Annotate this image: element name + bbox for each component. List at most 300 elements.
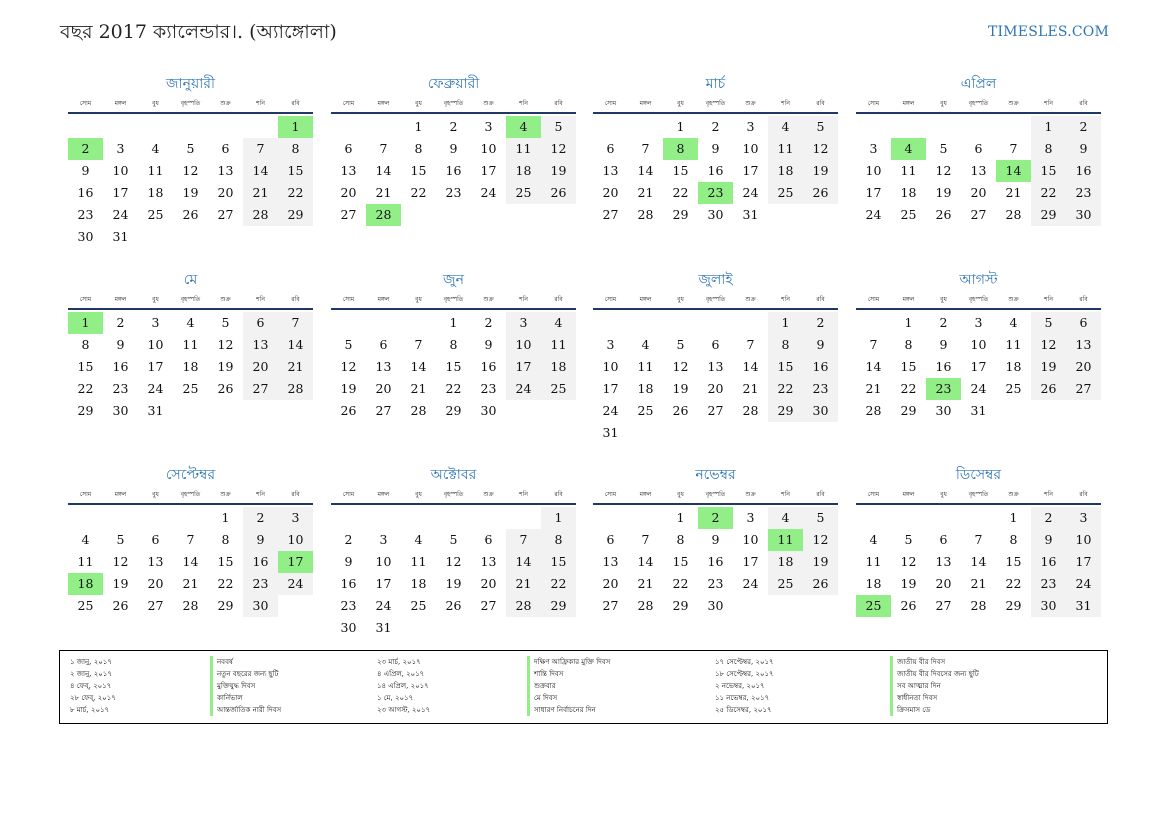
- day-cell: 31: [375, 620, 392, 635]
- day-cell: 28: [278, 378, 313, 400]
- weekday-label: শুক্র: [1008, 296, 1019, 303]
- weekday-header: [68, 489, 313, 505]
- day-cell: 6: [243, 312, 278, 334]
- day-cell: 26: [182, 207, 199, 222]
- day-cell: 14: [182, 554, 199, 569]
- day-cell: 1: [904, 315, 913, 330]
- legend-holiday-name: নববর্ষ: [210, 656, 281, 668]
- day-cell: 30: [340, 620, 357, 635]
- day-cell: 14: [506, 551, 541, 573]
- day-cell: 5: [904, 532, 913, 547]
- weekday-label: বৃহস্পতি: [968, 491, 989, 498]
- day-cell: 31: [742, 207, 759, 222]
- day-grid: [68, 116, 313, 248]
- legend-date: ১১ নভেম্বর, ২০১৭: [715, 694, 770, 702]
- day-cell: 23: [340, 598, 357, 613]
- day-cell: 13: [147, 554, 164, 569]
- day-cell: 28: [243, 204, 278, 226]
- day-cell: 19: [672, 381, 689, 396]
- day-grid: [331, 312, 576, 422]
- day-cell: 16: [112, 359, 129, 374]
- day-cell: 5: [221, 315, 230, 330]
- day-cell: 16: [1031, 551, 1066, 573]
- day-cell: 31: [112, 229, 129, 244]
- day-cell: 12: [935, 163, 952, 178]
- day-cell: 4: [414, 532, 423, 547]
- day-cell: 20: [707, 381, 724, 396]
- month-name: ডিসেম্বর: [955, 467, 1002, 483]
- day-cell: 11: [506, 138, 541, 160]
- day-cell: 24: [506, 378, 541, 400]
- weekday-label: বৃহস্পতি: [180, 491, 201, 498]
- weekday-label: মঙ্গল: [377, 491, 390, 498]
- weekday-label: রবি: [816, 296, 825, 303]
- day-cell: 25: [77, 598, 94, 613]
- day-cell: 24: [480, 185, 497, 200]
- day-cell: 26: [803, 573, 838, 595]
- day-cell: 23: [445, 185, 462, 200]
- day-cell: 11: [865, 554, 882, 569]
- legend-dates-1: [70, 656, 116, 716]
- day-cell: 19: [803, 551, 838, 573]
- day-cell: 2: [116, 315, 125, 330]
- day-cell: 25: [541, 378, 576, 400]
- day-cell: 15: [1031, 160, 1066, 182]
- day-cell: 14: [637, 163, 654, 178]
- day-cell: 26: [672, 403, 689, 418]
- weekday-header: [593, 489, 838, 505]
- legend-dates-2: [377, 656, 430, 716]
- day-cell: 25: [147, 207, 164, 222]
- weekday-label: বৃহস্পতি: [443, 296, 464, 303]
- weekday-label: শুক্র: [745, 100, 756, 107]
- day-cell: 14: [375, 163, 392, 178]
- day-cell: 10: [602, 359, 619, 374]
- holiday-cell: 1: [278, 116, 313, 138]
- legend-date: ১৪ এপ্রিল, ২০১৭: [377, 682, 429, 690]
- weekday-label: সোম: [342, 100, 355, 107]
- weekday-label: শুক্র: [483, 100, 494, 107]
- day-cell: 6: [221, 141, 230, 156]
- legend-holiday-name: নতুন বছরের জন্য ছুটি: [210, 668, 281, 680]
- day-cell: 12: [803, 138, 838, 160]
- weekday-label: সোম: [867, 100, 880, 107]
- day-cell: 24: [375, 598, 392, 613]
- day-cell: 21: [278, 356, 313, 378]
- weekday-label: শনি: [1044, 491, 1053, 498]
- month-block: [856, 74, 1101, 226]
- day-cell: 22: [768, 378, 803, 400]
- month-name: মে: [183, 272, 198, 288]
- day-cell: 18: [410, 576, 427, 591]
- day-cell: 10: [1066, 529, 1101, 551]
- day-cell: 11: [1005, 337, 1022, 352]
- day-cell: 29: [1031, 204, 1066, 226]
- legend-date: ২৫ ডিসেম্বর, ২০১৭: [715, 706, 772, 714]
- day-cell: 13: [375, 359, 392, 374]
- day-cell: 23: [803, 378, 838, 400]
- day-cell: 19: [182, 185, 199, 200]
- holiday-cell: 2: [698, 507, 733, 529]
- day-cell: 15: [410, 163, 427, 178]
- day-cell: 14: [865, 359, 882, 374]
- legend-date: ১৭ সেপ্টেম্বর, ২০১৭: [715, 658, 774, 666]
- holiday-cell: 2: [68, 138, 103, 160]
- month-block: [68, 270, 313, 422]
- weekday-label: রবি: [816, 491, 825, 498]
- day-cell: 9: [116, 337, 125, 352]
- legend-holiday-name: কার্নিভাল: [210, 692, 281, 704]
- day-cell: 5: [541, 116, 576, 138]
- day-cell: 5: [939, 141, 948, 156]
- day-cell: 18: [147, 185, 164, 200]
- weekday-label: রবি: [1079, 100, 1088, 107]
- day-cell: 13: [1066, 334, 1101, 356]
- day-cell: 2: [484, 315, 493, 330]
- day-cell: 3: [506, 312, 541, 334]
- day-cell: 6: [711, 337, 720, 352]
- month-block: [593, 270, 838, 444]
- day-cell: 1: [414, 119, 423, 134]
- day-cell: 23: [77, 207, 94, 222]
- month-name: সেপ্টেম্বর: [165, 467, 216, 483]
- day-cell: 6: [151, 532, 160, 547]
- day-cell: 20: [217, 185, 234, 200]
- day-cell: 4: [768, 116, 803, 138]
- holiday-cell: 4: [506, 116, 541, 138]
- day-cell: 22: [445, 381, 462, 396]
- day-cell: 27: [340, 207, 357, 222]
- day-cell: 3: [116, 141, 125, 156]
- day-grid: [593, 507, 838, 617]
- weekday-label: সোম: [79, 100, 92, 107]
- day-cell: 9: [803, 334, 838, 356]
- weekday-label: বৃহস্পতি: [968, 100, 989, 107]
- day-cell: 13: [480, 554, 497, 569]
- day-cell: 18: [637, 381, 654, 396]
- day-cell: 13: [602, 163, 619, 178]
- day-cell: 11: [182, 337, 199, 352]
- day-cell: 8: [541, 529, 576, 551]
- month-name: আগস্ট: [959, 272, 998, 288]
- day-cell: 4: [81, 532, 90, 547]
- day-cell: 30: [1031, 595, 1066, 617]
- holiday-cell: 11: [768, 529, 803, 551]
- day-cell: 4: [1009, 315, 1018, 330]
- brand-link[interactable]: TIMESLES.COM: [988, 24, 1109, 40]
- day-cell: 10: [742, 532, 759, 547]
- day-cell: 16: [445, 163, 462, 178]
- day-cell: 9: [449, 141, 458, 156]
- day-cell: 30: [707, 598, 724, 613]
- weekday-label: মঙ্গল: [902, 491, 915, 498]
- weekday-label: বুধ: [415, 491, 422, 498]
- day-cell: 23: [112, 381, 129, 396]
- day-cell: 25: [506, 182, 541, 204]
- day-cell: 23: [243, 573, 278, 595]
- holiday-cell: 4: [891, 138, 926, 160]
- day-cell: 20: [935, 576, 952, 591]
- day-cell: 24: [1066, 573, 1101, 595]
- day-cell: 7: [186, 532, 195, 547]
- holiday-cell: 14: [996, 160, 1031, 182]
- day-cell: 25: [182, 381, 199, 396]
- day-cell: 6: [344, 141, 353, 156]
- weekday-label: বুধ: [677, 491, 684, 498]
- weekday-label: মঙ্গল: [639, 491, 652, 498]
- weekday-label: বৃহস্পতি: [443, 100, 464, 107]
- day-cell: 14: [637, 554, 654, 569]
- day-cell: 29: [900, 403, 917, 418]
- day-cell: 5: [803, 116, 838, 138]
- weekday-label: মঙ্গল: [639, 296, 652, 303]
- day-cell: 8: [449, 337, 458, 352]
- day-cell: 16: [935, 359, 952, 374]
- day-cell: 18: [1005, 359, 1022, 374]
- day-cell: 13: [602, 554, 619, 569]
- day-cell: 29: [768, 400, 803, 422]
- day-cell: 8: [414, 141, 423, 156]
- day-grid: [68, 312, 313, 422]
- weekday-header: [331, 489, 576, 505]
- weekday-label: মঙ্গল: [902, 296, 915, 303]
- day-cell: 11: [410, 554, 427, 569]
- day-cell: 24: [112, 207, 129, 222]
- day-cell: 3: [606, 337, 615, 352]
- day-cell: 7: [974, 532, 983, 547]
- day-cell: 25: [768, 182, 803, 204]
- day-cell: 26: [1031, 378, 1066, 400]
- day-cell: 1: [1031, 116, 1066, 138]
- day-cell: 16: [480, 359, 497, 374]
- weekday-label: শনি: [1044, 100, 1053, 107]
- day-cell: 10: [147, 337, 164, 352]
- day-cell: 29: [672, 207, 689, 222]
- day-cell: 7: [414, 337, 423, 352]
- weekday-label: বৃহস্পতি: [180, 100, 201, 107]
- weekday-header: [593, 98, 838, 114]
- day-cell: 2: [803, 312, 838, 334]
- weekday-label: শুক্র: [483, 296, 494, 303]
- weekday-label: সোম: [604, 491, 617, 498]
- day-cell: 15: [445, 359, 462, 374]
- day-cell: 12: [182, 163, 199, 178]
- month-block: [593, 465, 838, 617]
- day-cell: 27: [707, 403, 724, 418]
- day-cell: 26: [112, 598, 129, 613]
- day-cell: 7: [278, 312, 313, 334]
- day-cell: 27: [147, 598, 164, 613]
- day-cell: 28: [742, 403, 759, 418]
- day-cell: 26: [217, 381, 234, 396]
- day-cell: 12: [445, 554, 462, 569]
- day-cell: 12: [803, 529, 838, 551]
- weekday-label: সোম: [342, 491, 355, 498]
- weekday-label: রবি: [554, 491, 563, 498]
- legend-date: ২৮ ফেব্, ২০১৭: [70, 694, 116, 702]
- legend-holiday-name: শান্তি দিবস: [527, 668, 610, 680]
- day-cell: 21: [970, 576, 987, 591]
- day-cell: 20: [375, 381, 392, 396]
- day-cell: 17: [742, 163, 759, 178]
- weekday-label: বৃহস্পতি: [443, 491, 464, 498]
- day-cell: 7: [641, 141, 650, 156]
- weekday-label: শুক্র: [745, 296, 756, 303]
- day-cell: 22: [672, 185, 689, 200]
- weekday-header: [593, 294, 838, 310]
- day-cell: 25: [768, 573, 803, 595]
- day-cell: 13: [340, 163, 357, 178]
- day-cell: 6: [379, 337, 388, 352]
- day-cell: 20: [1066, 356, 1101, 378]
- day-cell: 17: [147, 359, 164, 374]
- day-cell: 2: [939, 315, 948, 330]
- weekday-label: রবি: [291, 296, 300, 303]
- day-cell: 15: [278, 160, 313, 182]
- day-cell: 3: [379, 532, 388, 547]
- weekday-label: বুধ: [940, 491, 947, 498]
- weekday-header: [68, 98, 313, 114]
- day-cell: 2: [1066, 116, 1101, 138]
- day-cell: 4: [869, 532, 878, 547]
- day-cell: 10: [865, 163, 882, 178]
- weekday-label: শুক্র: [745, 491, 756, 498]
- day-cell: 18: [182, 359, 199, 374]
- day-cell: 12: [541, 138, 576, 160]
- legend-date: ১ মে, ২০১৭: [377, 694, 414, 702]
- day-cell: 22: [541, 573, 576, 595]
- day-cell: 6: [1066, 312, 1101, 334]
- day-cell: 9: [81, 163, 90, 178]
- legend-holiday-name: ক্রিসমাস ডে: [890, 704, 979, 716]
- day-cell: 14: [243, 160, 278, 182]
- day-cell: 28: [506, 595, 541, 617]
- day-cell: 11: [147, 163, 164, 178]
- day-cell: 16: [803, 356, 838, 378]
- weekday-label: শুক্র: [1008, 100, 1019, 107]
- day-cell: 26: [445, 598, 462, 613]
- legend-date: ২ নভেম্বর, ২০১৭: [715, 682, 765, 690]
- day-cell: 22: [1031, 182, 1066, 204]
- day-cell: 20: [480, 576, 497, 591]
- day-cell: 22: [900, 381, 917, 396]
- weekday-header: [331, 294, 576, 310]
- weekday-label: বৃহস্পতি: [705, 491, 726, 498]
- weekday-label: বৃহস্পতি: [180, 296, 201, 303]
- day-cell: 24: [147, 381, 164, 396]
- weekday-label: বৃহস্পতি: [705, 100, 726, 107]
- day-cell: 21: [1005, 185, 1022, 200]
- day-cell: 9: [711, 141, 720, 156]
- day-cell: 7: [379, 141, 388, 156]
- day-cell: 19: [217, 359, 234, 374]
- day-cell: 24: [742, 185, 759, 200]
- day-cell: 27: [602, 207, 619, 222]
- legend-date: ১ জানু, ২০১৭: [70, 658, 112, 666]
- day-cell: 7: [243, 138, 278, 160]
- weekday-label: সোম: [604, 100, 617, 107]
- day-cell: 30: [480, 403, 497, 418]
- day-grid: [331, 116, 576, 226]
- weekday-label: রবি: [554, 100, 563, 107]
- day-cell: 10: [278, 529, 313, 551]
- day-cell: 8: [676, 532, 685, 547]
- day-cell: 11: [900, 163, 917, 178]
- legend-date: ২ জানু, ২০১৭: [70, 670, 112, 678]
- weekday-label: মঙ্গল: [902, 100, 915, 107]
- legend-date: ১৮ সেপ্টেম্বর, ২০১৭: [715, 670, 774, 678]
- day-cell: 16: [707, 554, 724, 569]
- holiday-cell: 18: [68, 573, 103, 595]
- day-cell: 15: [77, 359, 94, 374]
- day-cell: 5: [676, 337, 685, 352]
- day-cell: 21: [182, 576, 199, 591]
- day-cell: 24: [602, 403, 619, 418]
- month-block: [856, 270, 1101, 422]
- weekday-label: রবি: [1079, 296, 1088, 303]
- legend-holiday-name: শুক্রবার: [527, 680, 610, 692]
- month-block: [331, 270, 576, 422]
- day-cell: 27: [935, 598, 952, 613]
- day-cell: 15: [217, 554, 234, 569]
- day-cell: 30: [707, 207, 724, 222]
- day-cell: 28: [637, 598, 654, 613]
- legend-holiday-name: মে দিবস: [527, 692, 610, 704]
- day-cell: 27: [217, 207, 234, 222]
- day-cell: 9: [1066, 138, 1101, 160]
- day-cell: 5: [803, 507, 838, 529]
- day-cell: 26: [935, 207, 952, 222]
- day-cell: 22: [217, 576, 234, 591]
- day-cell: 19: [340, 381, 357, 396]
- legend-dates-3: [715, 656, 774, 716]
- weekday-header: [856, 98, 1101, 114]
- day-cell: 24: [278, 573, 313, 595]
- day-grid: [856, 507, 1101, 617]
- weekday-label: শুক্র: [220, 296, 231, 303]
- day-cell: 10: [375, 554, 392, 569]
- day-cell: 11: [637, 359, 654, 374]
- day-cell: 1: [768, 312, 803, 334]
- legend-names-2: [527, 656, 610, 716]
- legend-holiday-name: সাধারণ নির্বাচনের দিন: [527, 704, 610, 716]
- day-cell: 27: [602, 598, 619, 613]
- month-name: জুন: [443, 272, 464, 288]
- day-cell: 12: [340, 359, 357, 374]
- weekday-label: শনি: [781, 100, 790, 107]
- day-cell: 12: [217, 337, 234, 352]
- day-cell: 25: [410, 598, 427, 613]
- day-cell: 14: [742, 359, 759, 374]
- day-cell: 5: [186, 141, 195, 156]
- day-cell: 20: [340, 185, 357, 200]
- day-cell: 22: [278, 182, 313, 204]
- day-cell: 20: [970, 185, 987, 200]
- day-cell: 5: [1031, 312, 1066, 334]
- day-cell: 17: [865, 185, 882, 200]
- day-cell: 9: [939, 337, 948, 352]
- day-cell: 15: [541, 551, 576, 573]
- day-cell: 21: [742, 381, 759, 396]
- day-cell: 3: [869, 141, 878, 156]
- month-block: [331, 465, 576, 639]
- day-cell: 24: [970, 381, 987, 396]
- day-grid: [593, 312, 838, 444]
- weekday-label: মঙ্গল: [639, 100, 652, 107]
- day-cell: 30: [77, 229, 94, 244]
- day-cell: 31: [1066, 595, 1101, 617]
- day-cell: 18: [541, 356, 576, 378]
